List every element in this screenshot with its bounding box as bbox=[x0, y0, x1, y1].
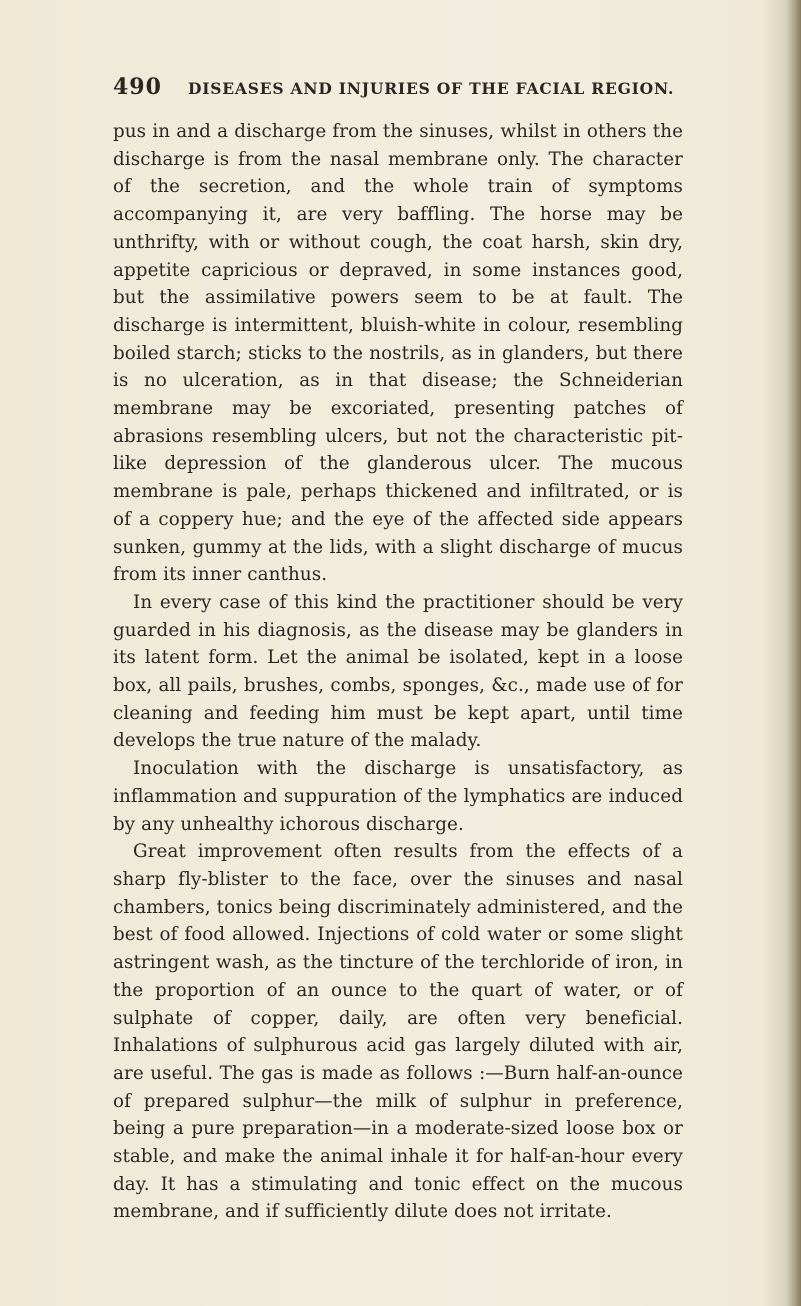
paragraph-inoculation: Inoculation with the discharge is unsatisfactory, as inflammation and suppuration of the lymphatics are induced by any unhealthy ichorous discharge. bbox=[113, 758, 683, 835]
page-edge-shadow bbox=[787, 0, 801, 1306]
page-number: 490 bbox=[113, 74, 162, 100]
paragraph-treatment: Great improvement often results from the effects of a sharp fly-blister to the face, over the sinuses and nasal chambers, tonics being discriminately administered, and the best of food allowed. Injections of cold water or some slight astringent wash, as the tincture of the terchloride of iron, in the proportion of an ounce to the quart of water, or of sulphate of copper, daily, are often very beneficial. Inhalations of sulphurous acid gas largely diluted with air, are useful. The gas is made as follows :—Burn half-an-ounce of prepared sulphur—the milk of sulphur in preference, being a pure preparation—in a moderate-sized loose box or stable, and make the animal inhale it for half-an-hour every day. It has a stimulating and tonic effect on the mucous membrane, and if sufficiently dilute does not irritate. bbox=[113, 841, 683, 1223]
paragraph-continued: pus in and a discharge from the sinuses, whilst in others the discharge is from the nasal membrane only. The character of the secretion, and the whole train of symptoms accompanying it, are very baffling. The horse may be unthrifty, with or without cough, the coat harsh, skin dry, appetite capricious or depraved, in some instances good, but the assimilative powers seem to be at fault. The discharge is intermittent, bluish-white in colour, resembling boiled starch; sticks to the nostrils, as in glanders, but there is no ulceration, as in that disease; the Schneiderian membrane may be excoriated, presenting patches of abrasions resembling ulcers, but not the characteristic pit-like depression of the glanderous ulcer. The mucous membrane is pale, perhaps thickened and infiltrated, or is of a coppery hue; and the eye of the affected side appears sunken, gummy at the lids, with a slight discharge of mucus from its inner canthus. bbox=[113, 121, 683, 586]
paragraph-diagnosis: In every case of this kind the practitioner should be very guarded in his diagnosis, as the disease may be glanders in its latent form. Let the animal be isolated, kept in a loose box, all pails, brushes, combs, sponges, &c., made use of for cleaning and feeding him must be kept apart, until time develops the true nature of the malady. bbox=[113, 591, 683, 752]
running-title: DISEASES AND INJURIES OF THE FACIAL REGION. bbox=[188, 79, 675, 98]
page-header bbox=[113, 74, 673, 104]
body-text bbox=[113, 118, 683, 1226]
